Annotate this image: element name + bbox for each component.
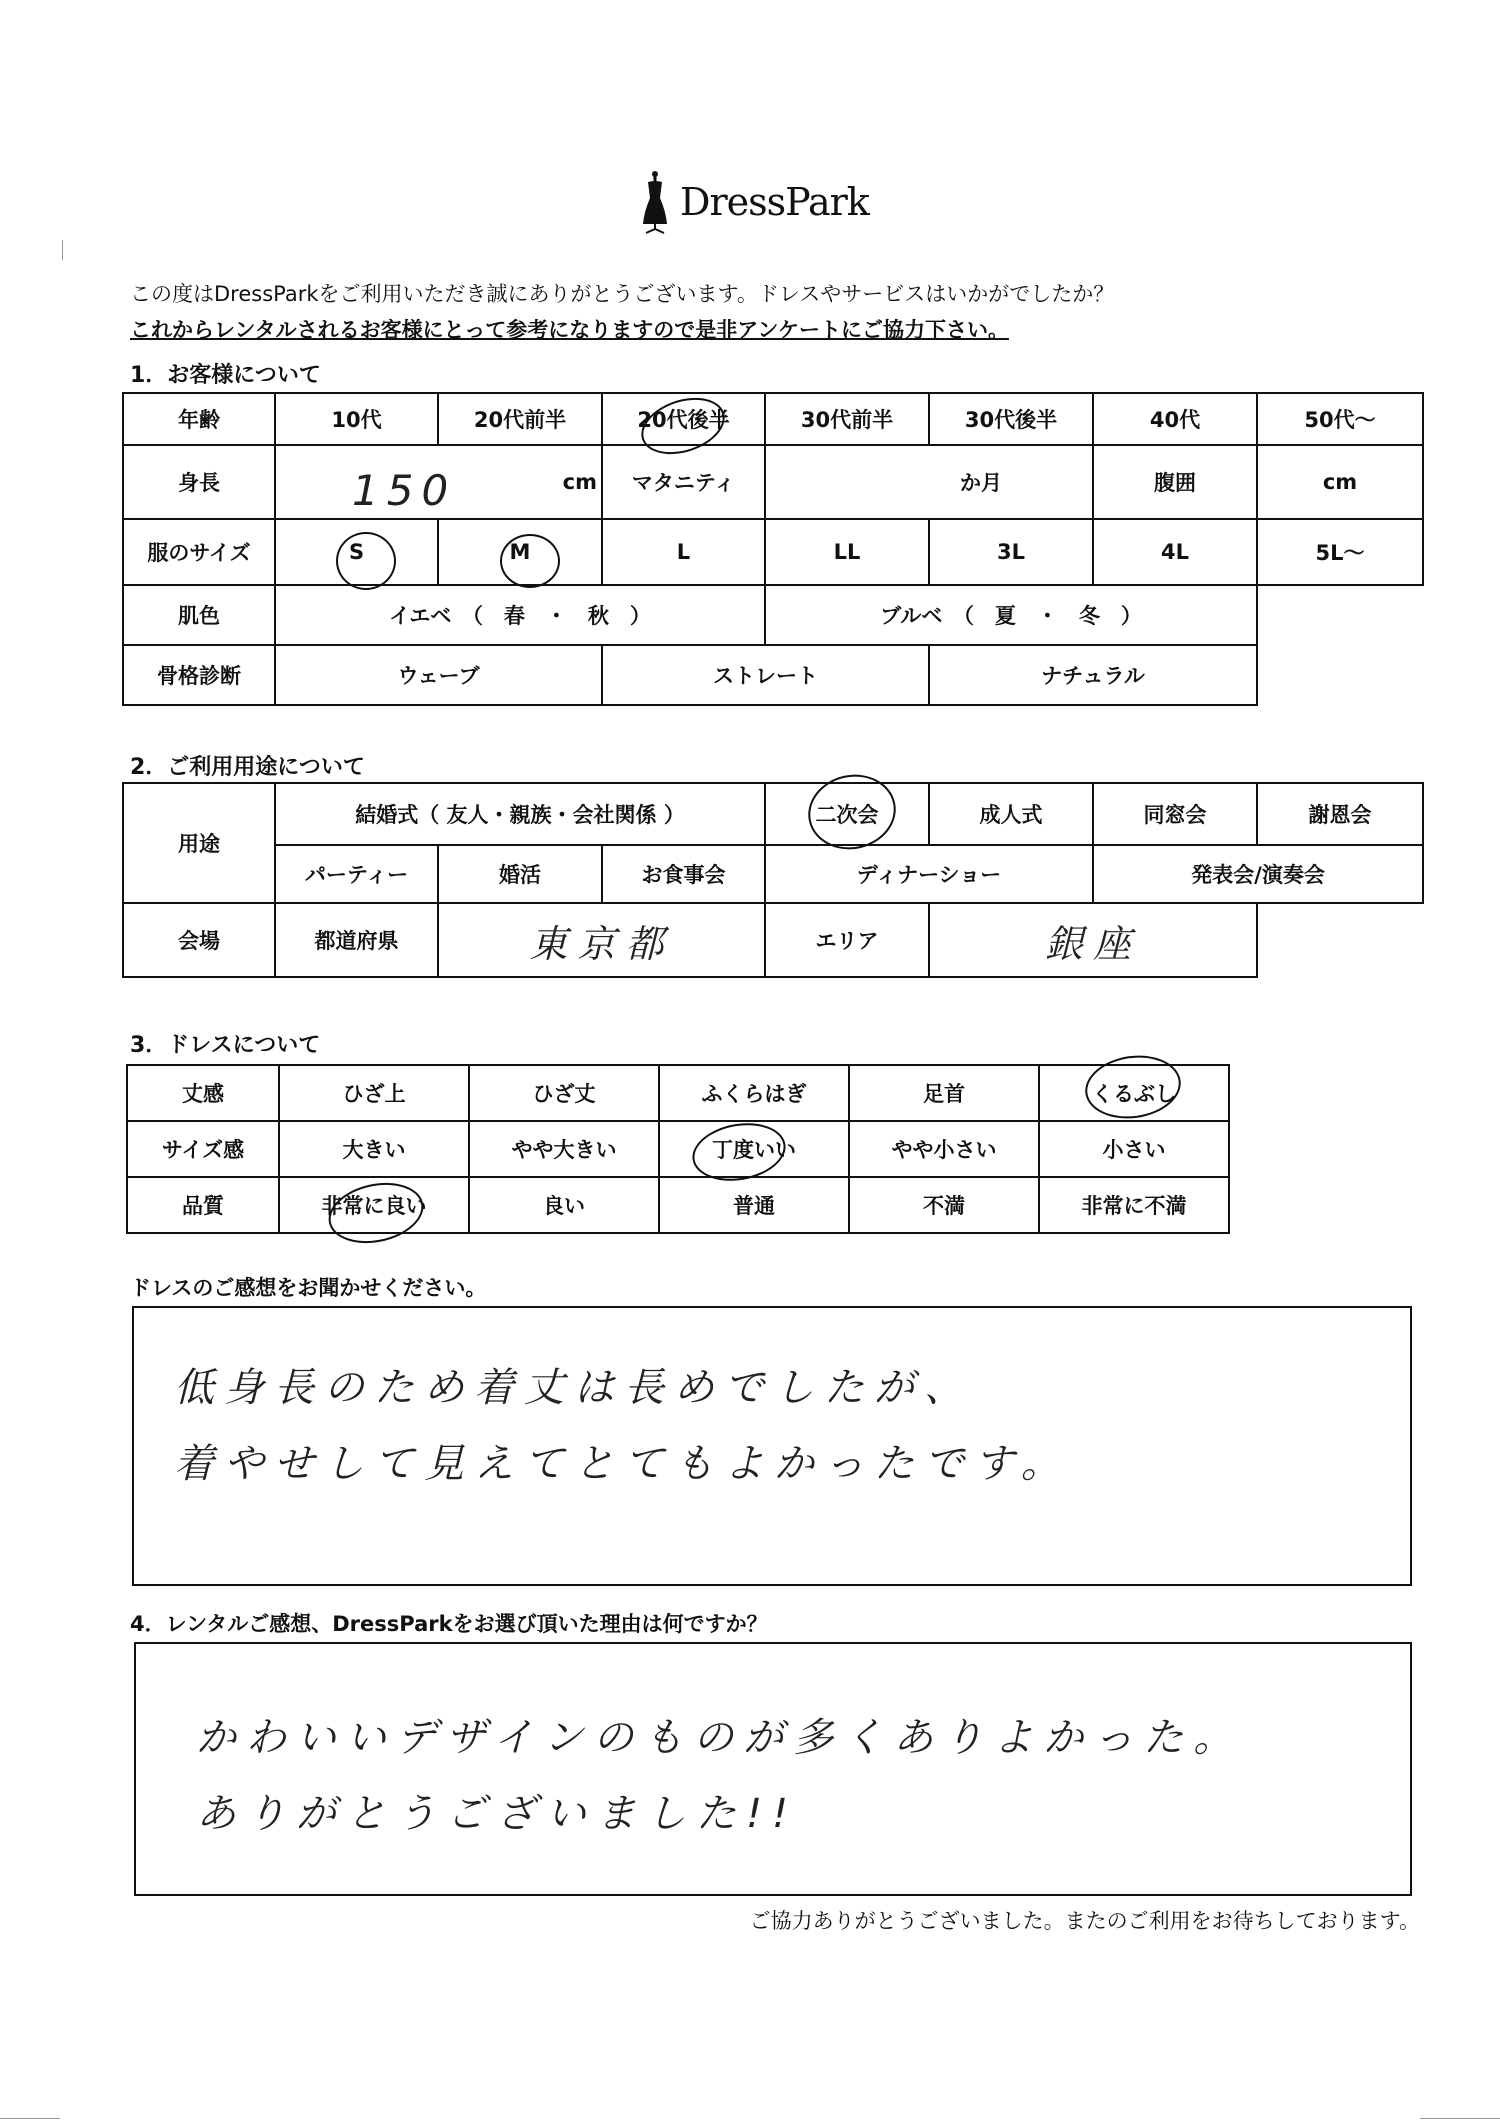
height-label: 身長 bbox=[123, 445, 275, 519]
purpose-option[interactable]: 同窓会 bbox=[1093, 783, 1257, 845]
purpose-option[interactable]: 成人式 bbox=[929, 783, 1093, 845]
intro-text: この度はDressParkをご利用いただき誠にありがとうございます。ドレスやサービスはいかがでしたか？ bbox=[130, 282, 1115, 306]
length-option[interactable]: ひざ丈 bbox=[469, 1065, 659, 1121]
reason-line1: かわいいデザインのものが多くありよかった。 bbox=[196, 1715, 1244, 1761]
maternity-label: マタニティ bbox=[602, 445, 765, 519]
waist-field[interactable] bbox=[1257, 445, 1423, 519]
height-unit: cm bbox=[562, 470, 597, 494]
purpose-option[interactable]: 婚活 bbox=[438, 845, 602, 903]
section3-title: 3．ドレスについて bbox=[130, 1033, 321, 1058]
quality-option[interactable]: 良い bbox=[469, 1177, 659, 1233]
area-value: 銀座 bbox=[1045, 921, 1142, 966]
closing-text: ご協力ありがとうございました。またのご利用をお待ちしております。 bbox=[749, 1909, 1420, 1933]
purpose-option[interactable]: 発表会/演奏会 bbox=[1093, 845, 1423, 903]
length-option-selected[interactable]: くるぶし bbox=[1039, 1065, 1229, 1121]
purpose-label: 用途 bbox=[123, 783, 275, 903]
size-option[interactable]: 3L bbox=[929, 519, 1093, 585]
size-option-selected[interactable]: S bbox=[275, 519, 438, 585]
frame-option[interactable]: ナチュラル bbox=[929, 645, 1257, 705]
age-option[interactable]: 30代後半 bbox=[929, 393, 1093, 445]
size-option[interactable]: LL bbox=[765, 519, 929, 585]
size-option[interactable]: 4L bbox=[1093, 519, 1257, 585]
scan-mark bbox=[0, 2118, 60, 2119]
age-option[interactable]: 30代前半 bbox=[765, 393, 929, 445]
size-label: 服のサイズ bbox=[123, 519, 275, 585]
frame-option[interactable]: ストレート bbox=[602, 645, 929, 705]
quality-option[interactable]: 不満 bbox=[849, 1177, 1039, 1233]
scan-mark bbox=[62, 240, 63, 260]
empty-cell bbox=[1257, 903, 1423, 977]
impressions-line1: 低身長のため着丈は長めでしたが、 bbox=[174, 1365, 974, 1411]
impressions-title: ドレスのご感想をお聞かせください。 bbox=[130, 1276, 487, 1300]
age-option[interactable]: 10代 bbox=[275, 393, 438, 445]
purpose-option[interactable]: ディナーショー bbox=[765, 845, 1093, 903]
fit-label: サイズ感 bbox=[127, 1121, 279, 1177]
area-label: エリア bbox=[765, 903, 929, 977]
selection-circle bbox=[500, 534, 560, 588]
quality-option-selected[interactable]: 非常に良い bbox=[279, 1177, 469, 1233]
prefecture-value: 東京都 bbox=[529, 921, 674, 966]
reason-line2: ありがとうございました!! bbox=[196, 1791, 799, 1837]
age-option[interactable]: 50代～ bbox=[1257, 393, 1423, 445]
frame-label: 骨格診断 bbox=[123, 645, 275, 705]
waist-label: 腹囲 bbox=[1093, 445, 1257, 519]
fit-option[interactable]: 小さい bbox=[1039, 1121, 1229, 1177]
month-unit: か月 bbox=[960, 471, 1002, 495]
purpose-option[interactable]: 結婚式（ 友人・親族・会社関係 ） bbox=[275, 783, 765, 845]
venue-label: 会場 bbox=[123, 903, 275, 977]
intro-request-text: これからレンタルされるお客様にとって参考になりますので是非アンケートにご協力下さい。 bbox=[130, 318, 1009, 342]
empty-cell bbox=[1257, 585, 1423, 645]
age-option[interactable]: 40代 bbox=[1093, 393, 1257, 445]
frame-option[interactable]: ウェーブ bbox=[275, 645, 602, 705]
dress-table bbox=[126, 1064, 1230, 1234]
area-field[interactable] bbox=[929, 903, 1257, 977]
size-option-selected[interactable]: M bbox=[438, 519, 602, 585]
skin-option-yellow[interactable]: イエベ （ 春 ・ 秋 ） bbox=[275, 585, 765, 645]
waist-unit: cm bbox=[1322, 470, 1358, 494]
quality-label: 品質 bbox=[127, 1177, 279, 1233]
section2-title: 2．ご利用用途について bbox=[130, 755, 365, 780]
scan-mark bbox=[1420, 2118, 1500, 2119]
quality-option[interactable]: 非常に不満 bbox=[1039, 1177, 1229, 1233]
fit-option-selected[interactable]: 丁度いい bbox=[659, 1121, 849, 1177]
reason-box[interactable] bbox=[134, 1642, 1412, 1896]
size-option[interactable]: L bbox=[602, 519, 765, 585]
section4-title: 4．レンタルご感想、DressParkをお選び頂いた理由は何ですか？ bbox=[130, 1612, 768, 1636]
age-label: 年齢 bbox=[123, 393, 275, 445]
height-value: 150 bbox=[352, 466, 457, 515]
fit-option[interactable]: やや小さい bbox=[849, 1121, 1039, 1177]
purpose-option[interactable]: パーティー bbox=[275, 845, 438, 903]
purpose-option[interactable]: お食事会 bbox=[602, 845, 765, 903]
length-option[interactable]: 足首 bbox=[849, 1065, 1039, 1121]
brand-logo bbox=[640, 170, 869, 234]
skin-option-blue[interactable]: ブルベ （ 夏 ・ 冬 ） bbox=[765, 585, 1257, 645]
prefecture-label: 都道府県 bbox=[275, 903, 438, 977]
usage-table bbox=[122, 782, 1424, 978]
impressions-box[interactable] bbox=[132, 1306, 1412, 1586]
purpose-option[interactable]: 謝恩会 bbox=[1257, 783, 1423, 845]
size-option[interactable]: 5L～ bbox=[1257, 519, 1423, 585]
empty-cell bbox=[1257, 645, 1423, 705]
maternity-field[interactable] bbox=[765, 445, 1093, 519]
quality-option[interactable]: 普通 bbox=[659, 1177, 849, 1233]
customer-table bbox=[122, 392, 1424, 706]
length-option[interactable]: ひざ上 bbox=[279, 1065, 469, 1121]
impressions-line2: 着やせして見えてとてもよかったです。 bbox=[174, 1441, 1071, 1487]
prefecture-field[interactable] bbox=[438, 903, 765, 977]
brand-name: DressPark bbox=[680, 180, 869, 224]
fit-option[interactable]: 大きい bbox=[279, 1121, 469, 1177]
fit-option[interactable]: やや大きい bbox=[469, 1121, 659, 1177]
purpose-option-selected[interactable]: 二次会 bbox=[765, 783, 929, 845]
skin-label: 肌色 bbox=[123, 585, 275, 645]
selection-circle bbox=[336, 532, 396, 590]
dress-form-icon bbox=[640, 170, 670, 234]
age-option[interactable]: 20代前半 bbox=[438, 393, 602, 445]
age-option-selected[interactable]: 20代後半 bbox=[602, 393, 765, 445]
length-label: 丈感 bbox=[127, 1065, 279, 1121]
section1-title: 1．お客様について bbox=[130, 363, 321, 388]
length-option[interactable]: ふくらはぎ bbox=[659, 1065, 849, 1121]
